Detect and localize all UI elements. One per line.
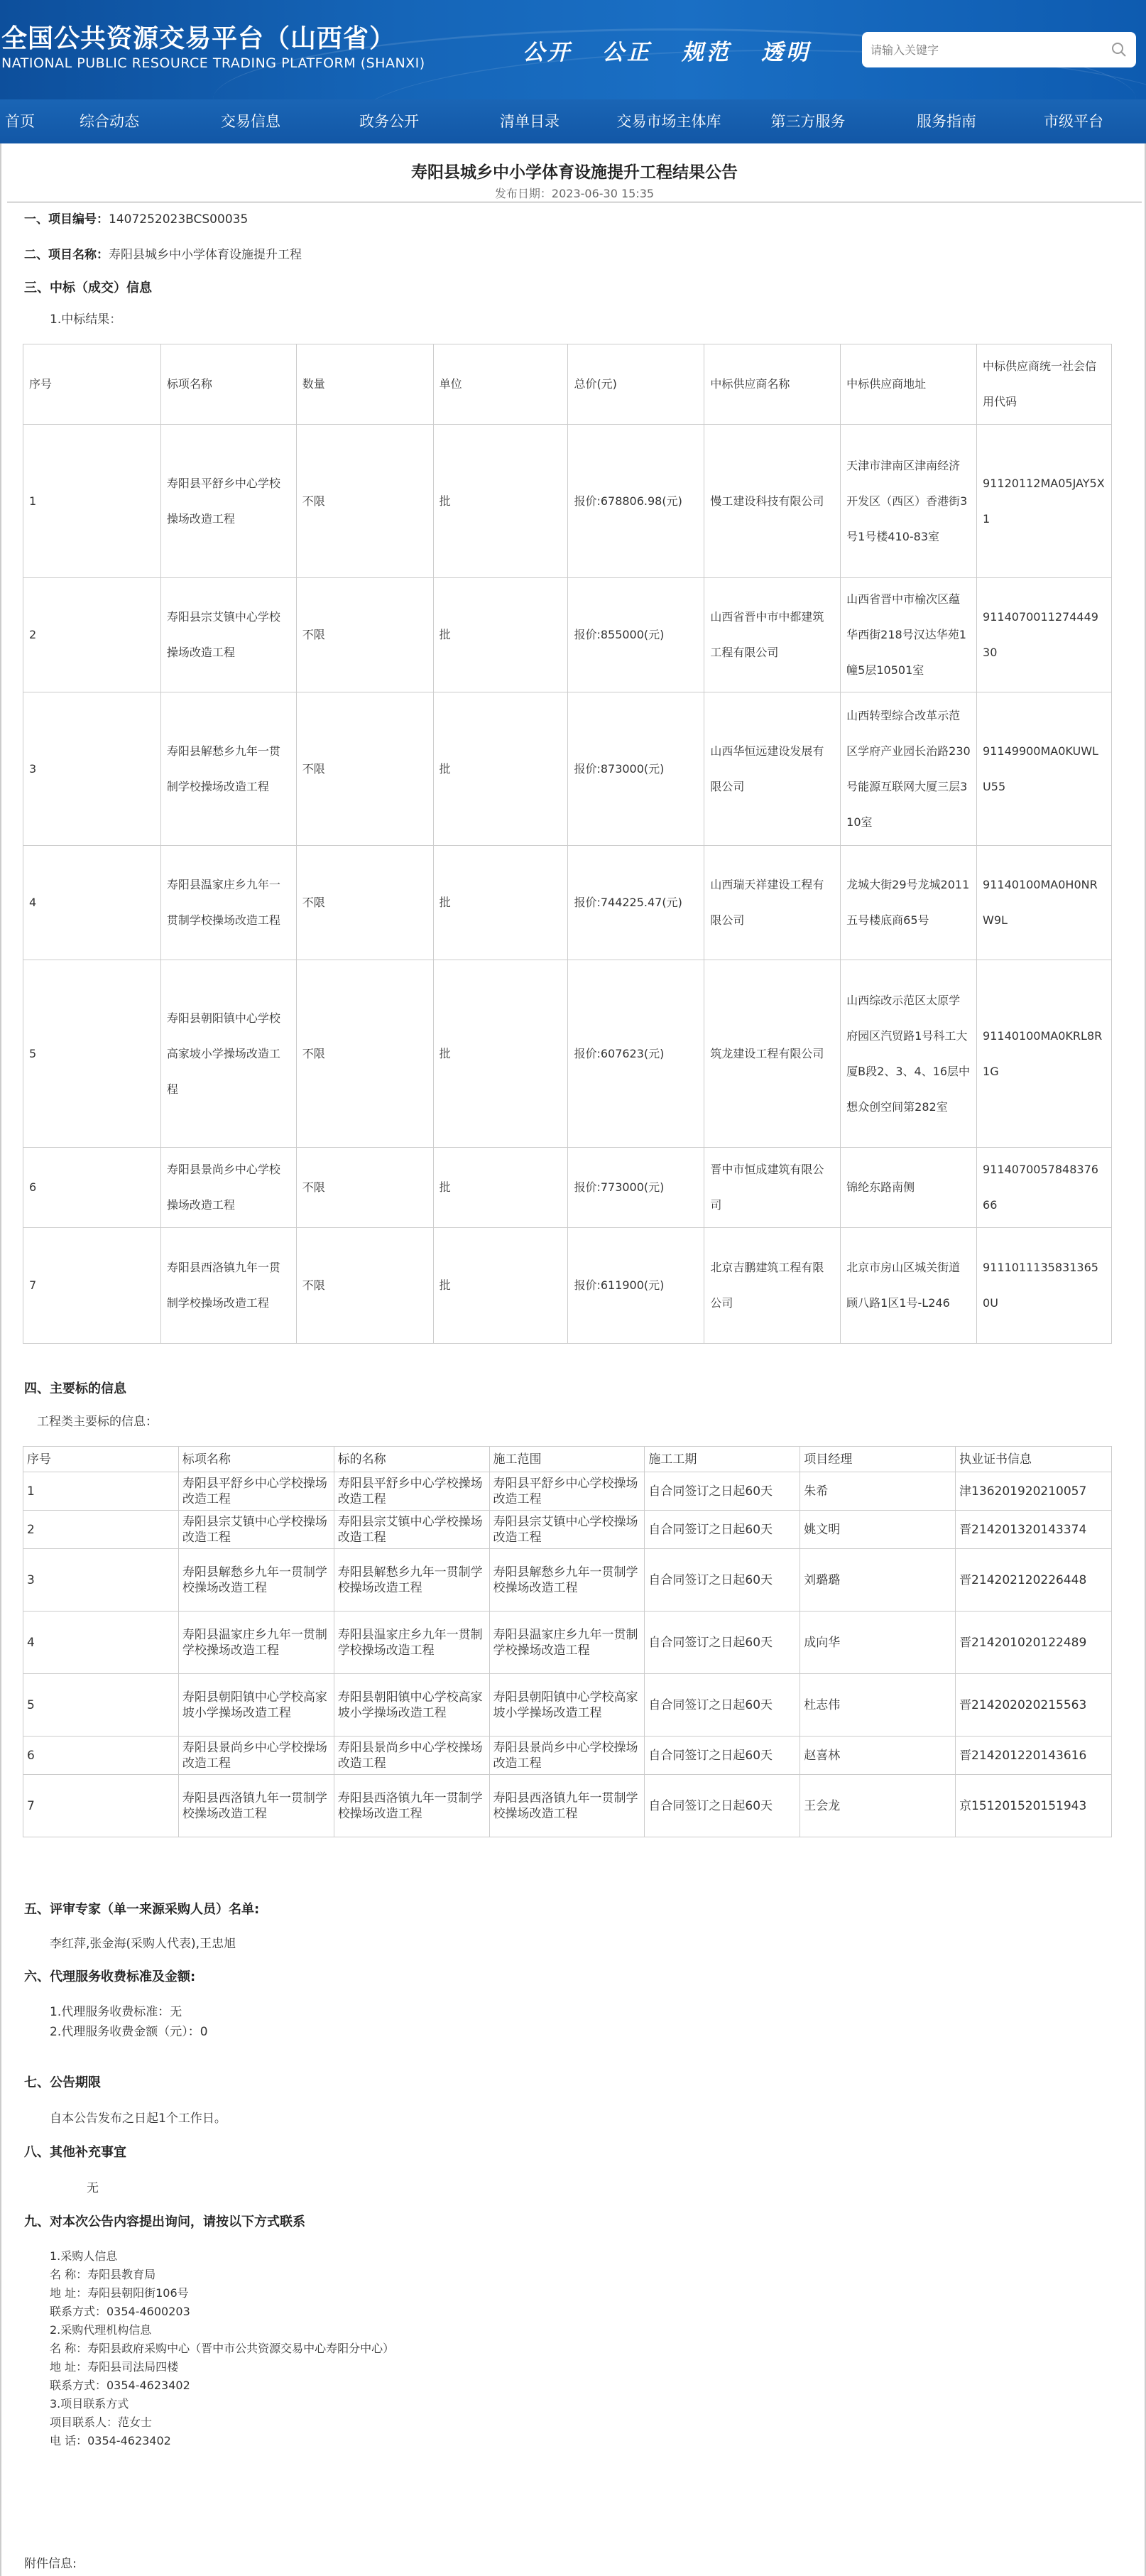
table-cell: 朱希 (800, 1472, 956, 1511)
table-cell: 911407001127444930 (977, 578, 1112, 692)
table-cell: 报价:611900(元) (568, 1228, 704, 1344)
table-cell: 批 (433, 692, 568, 846)
table-row (23, 1549, 1112, 1612)
table-cell: 晋中市恒成建筑有限公司 (704, 1148, 841, 1228)
table-cell: 报价:678806.98(元) (568, 425, 704, 578)
subheading: 1.中标结果： (50, 313, 122, 327)
table-cell: 姚文明 (800, 1511, 956, 1549)
publish-date: 发布日期：2023-06-30 15:35 (494, 187, 655, 200)
table-cell: 91140100MA0H0NRW9L (977, 846, 1112, 960)
table-cell: 报价:855000(元) (568, 578, 704, 692)
contact-line: 1.采购人信息 (50, 2249, 118, 2263)
table-cell: 寿阳县景尚乡中心学校操场改造工程 (489, 1737, 645, 1775)
table-row (23, 960, 1112, 1148)
table-cell: 2 (23, 1511, 179, 1549)
table-cell: 5 (23, 1674, 179, 1737)
table-header-cell: 标项名称 (178, 1447, 334, 1472)
section-heading: 七、公告期限 (24, 2075, 101, 2090)
table-header-cell: 数量 (296, 344, 433, 425)
table-row (23, 1737, 1112, 1775)
nav-item-government-affairs[interactable]: 政务公开 (359, 113, 419, 130)
table-cell: 不限 (296, 1148, 433, 1228)
table-cell: 寿阳县西洛镇九年一贯制学校操场改造工程 (334, 1775, 489, 1837)
table-cell: 寿阳县宗艾镇中心学校操场改造工程 (334, 1511, 489, 1549)
table-cell: 山西华恒远建设发展有限公司 (704, 692, 841, 846)
nav-item-news[interactable]: 综合动态 (80, 113, 139, 130)
table-cell: 不限 (296, 578, 433, 692)
table-row (23, 578, 1112, 692)
table-header-cell: 中标供应商地址 (841, 344, 977, 425)
table-cell: 不限 (296, 960, 433, 1148)
table-cell: 91120112MA05JAY5X1 (977, 425, 1112, 578)
table-cell: 1 (23, 425, 161, 578)
table-cell: 晋214202120226448 (956, 1549, 1112, 1612)
table-cell: 自合同签订之日起60天 (645, 1472, 800, 1511)
table-cell: 山西省晋中市榆次区蕴华西街218号汉达华苑1幢5层10501室 (841, 578, 977, 692)
table-cell: 山西转型综合改革示范区学府产业园长治路230号能源互联网大厦三层310室 (841, 692, 977, 846)
search-icon[interactable] (1110, 41, 1128, 58)
table-cell: 寿阳县朝阳镇中心学校高家坡小学操场改造工程 (489, 1674, 645, 1737)
table-header-cell: 标项名称 (160, 344, 296, 425)
notice-period: 自本公告发布之日起1个工作日。 (50, 2112, 227, 2126)
notice-content (0, 143, 1146, 2576)
table-header-row (23, 344, 1112, 425)
section-heading: 四、主要标的信息 (24, 1381, 126, 1396)
table-cell: 寿阳县温家庄乡九年一贯制学校操场改造工程 (489, 1612, 645, 1674)
table-cell: 2 (23, 578, 161, 692)
table-cell: 寿阳县平舒乡中心学校操场改造工程 (489, 1472, 645, 1511)
subheading: 工程类主要标的信息： (37, 1415, 158, 1429)
table-cell: 寿阳县平舒乡中心学校操场改造工程 (160, 425, 296, 578)
table-cell: 寿阳县解愁乡九年一贯制学校操场改造工程 (334, 1549, 489, 1612)
table-cell: 寿阳县西洛镇九年一贯制学校操场改造工程 (160, 1228, 296, 1344)
award-result-table (23, 344, 1112, 1344)
table-cell: 寿阳县朝阳镇中心学校高家坡小学操场改造工程 (334, 1674, 489, 1737)
table-cell: 寿阳县温家庄乡九年一贯制学校操场改造工程 (334, 1612, 489, 1674)
site-title[interactable]: 全国公共资源交易平台（山西省） (1, 24, 396, 53)
table-cell: 6 (23, 1148, 161, 1228)
table-cell: 3 (23, 692, 161, 846)
contact-line: 地 址：寿阳县司法局四楼 (50, 2360, 179, 2374)
project-name (24, 244, 302, 262)
table-cell: 5 (23, 960, 161, 1148)
table-cell: 寿阳县解愁乡九年一贯制学校操场改造工程 (178, 1549, 334, 1612)
other-matters: 无 (87, 2181, 99, 2195)
main-subject-table (23, 1446, 1112, 1837)
table-cell: 寿阳县解愁乡九年一贯制学校操场改造工程 (489, 1549, 645, 1612)
table-cell: 寿阳县景尚乡中心学校操场改造工程 (178, 1737, 334, 1775)
table-cell: 批 (433, 1148, 568, 1228)
table-cell: 寿阳县平舒乡中心学校操场改造工程 (334, 1472, 489, 1511)
table-cell: 慢工建设科技有限公司 (704, 425, 841, 578)
notice-title: 寿阳县城乡中小学体育设施提升工程结果公告 (411, 163, 738, 182)
site-subtitle: NATIONAL PUBLIC RESOURCE TRADING PLATFORM (SHANXI) (1, 55, 425, 71)
contact-line: 名 称：寿阳县教育局 (50, 2268, 156, 2281)
table-header-cell: 施工范围 (489, 1447, 645, 1472)
table-cell: 自合同签订之日起60天 (645, 1775, 800, 1837)
table-cell: 北京市房山区城关街道顾八路1区1号-L246 (841, 1228, 977, 1344)
section-heading: 八、其他补充事宜 (24, 2145, 126, 2160)
table-cell: 寿阳县朝阳镇中心学校高家坡小学操场改造工程 (178, 1674, 334, 1737)
attachment-label: 附件信息: (24, 2557, 77, 2571)
table-cell: 寿阳县西洛镇九年一贯制学校操场改造工程 (178, 1775, 334, 1837)
table-row (23, 1511, 1112, 1549)
table-cell: 寿阳县宗艾镇中心学校操场改造工程 (160, 578, 296, 692)
table-cell: 91140100MA0KRL8R1G (977, 960, 1112, 1148)
table-cell: 7 (23, 1228, 161, 1344)
table-header-cell: 施工工期 (645, 1447, 800, 1472)
contact-line: 3.项目联系方式 (50, 2397, 129, 2411)
table-cell: 报价:744225.47(元) (568, 846, 704, 960)
contact-line: 联系方式：0354-4600203 (50, 2305, 190, 2318)
table-cell: 批 (433, 425, 568, 578)
table-cell: 王会龙 (800, 1775, 956, 1837)
table-cell: 寿阳县景尚乡中心学校操场改造工程 (334, 1737, 489, 1775)
contact-line: 联系方式：0354-4623402 (50, 2379, 190, 2392)
project-number (24, 209, 248, 227)
search-box (862, 32, 1136, 67)
slogan-item: 公正 (602, 40, 652, 65)
table-cell: 寿阳县平舒乡中心学校操场改造工程 (178, 1472, 334, 1511)
table-cell: 批 (433, 960, 568, 1148)
table-cell: 津136201920210057 (956, 1472, 1112, 1511)
contact-info (50, 2247, 394, 2450)
table-header-row (23, 1447, 1112, 1472)
table-cell: 寿阳县宗艾镇中心学校操场改造工程 (489, 1511, 645, 1549)
table-cell: 赵喜林 (800, 1737, 956, 1775)
table-cell: 寿阳县西洛镇九年一贯制学校操场改造工程 (489, 1775, 645, 1837)
table-row (23, 1775, 1112, 1837)
table-row (23, 1228, 1112, 1344)
table-header-cell: 执业证书信息 (956, 1447, 1112, 1472)
table-cell: 杜志伟 (800, 1674, 956, 1737)
contact-line: 项目联系人：范女士 (50, 2415, 153, 2429)
table-cell: 4 (23, 1612, 179, 1674)
table-cell: 成向华 (800, 1612, 956, 1674)
table-cell: 龙城大街29号龙城2011五号楼底商65号 (841, 846, 977, 960)
table-cell: 批 (433, 846, 568, 960)
slogans (508, 34, 826, 66)
table-cell: 7 (23, 1775, 179, 1837)
nav-item-trading-info[interactable]: 交易信息 (221, 113, 280, 130)
table-cell: 911407005784837666 (977, 1148, 1112, 1228)
table-cell: 4 (23, 846, 161, 960)
project-number-label: 一、项目编号： (24, 212, 109, 227)
table-cell: 晋214202020215563 (956, 1674, 1112, 1737)
main-nav (0, 99, 1146, 143)
table-cell: 山西瑞天祥建设工程有限公司 (704, 846, 841, 960)
table-header-cell: 单位 (433, 344, 568, 425)
table-header-cell: 中标供应商名称 (704, 344, 841, 425)
table-cell: 自合同签订之日起60天 (645, 1549, 800, 1612)
nav-item-city-platform[interactable]: 市级平台 (1044, 113, 1103, 130)
table-header-cell: 序号 (23, 1447, 179, 1472)
search-input[interactable] (871, 43, 1110, 57)
nav-item-service-guide[interactable]: 服务指南 (917, 113, 976, 130)
table-header-cell: 总价(元) (568, 344, 704, 425)
table-cell: 晋214201020122489 (956, 1612, 1112, 1674)
table-header-cell: 标的名称 (334, 1447, 489, 1472)
table-header-cell: 序号 (23, 344, 161, 425)
table-cell: 天津市津南区津南经济开发区（西区）香港街3号1号楼410-83室 (841, 425, 977, 578)
table-row (23, 425, 1112, 578)
project-name-value: 寿阳县城乡中小学体育设施提升工程 (109, 248, 302, 262)
table-cell: 不限 (296, 425, 433, 578)
table-cell: 寿阳县温家庄乡九年一贯制学校操场改造工程 (160, 846, 296, 960)
contact-line: 名 称：寿阳县政府采购中心（晋中市公共资源交易中心寿阳分中心） (50, 2342, 395, 2355)
table-cell: 91149900MA0KUWLU55 (977, 692, 1112, 846)
table-row (23, 846, 1112, 960)
fee-amount: 2.代理服务收费金额（元）：0 (50, 2025, 208, 2039)
table-cell: 批 (433, 1228, 568, 1344)
table-cell: 锦纶东路南侧 (841, 1148, 977, 1228)
table-row (23, 692, 1112, 846)
contact-line: 电 话：0354-4623402 (50, 2434, 171, 2447)
table-row (23, 1148, 1112, 1228)
table-cell: 自合同签订之日起60天 (645, 1737, 800, 1775)
table-cell: 寿阳县景尚乡中心学校操场改造工程 (160, 1148, 296, 1228)
table-cell: 京151201520151943 (956, 1775, 1112, 1837)
table-cell: 自合同签订之日起60天 (645, 1612, 800, 1674)
table-cell: 寿阳县温家庄乡九年一贯制学校操场改造工程 (178, 1612, 334, 1674)
project-name-label: 二、项目名称： (24, 248, 109, 262)
table-cell: 3 (23, 1549, 179, 1612)
table-cell: 不限 (296, 1228, 433, 1344)
section-heading: 三、中标（成交）信息 (24, 281, 152, 295)
table-cell: 寿阳县解愁乡九年一贯制学校操场改造工程 (160, 692, 296, 846)
table-cell: 6 (23, 1737, 179, 1775)
nav-item-market-entities[interactable]: 交易市场主体库 (616, 113, 721, 130)
table-row (23, 1674, 1112, 1737)
table-cell: 自合同签订之日起60天 (645, 1511, 800, 1549)
slogan-item: 透明 (761, 40, 811, 65)
contact-line: 2.采购代理机构信息 (50, 2323, 152, 2337)
table-cell: 晋214201320143374 (956, 1511, 1112, 1549)
table-row (23, 1472, 1112, 1511)
table-cell: 山西省晋中市中都建筑工程有限公司 (704, 578, 841, 692)
expert-list: 李红萍,张金海(采购人代表),王忠旭 (50, 1937, 236, 1951)
table-header-cell: 项目经理 (800, 1447, 956, 1472)
table-cell: 报价:873000(元) (568, 692, 704, 846)
table-cell: 1 (23, 1472, 179, 1511)
contact-line: 地 址：寿阳县朝阳街106号 (50, 2286, 189, 2300)
table-cell: 寿阳县朝阳镇中心学校高家坡小学操场改造工程 (160, 960, 296, 1148)
table-cell: 批 (433, 578, 568, 692)
slogan-item: 规范 (682, 40, 731, 65)
table-cell: 91110111358313650U (977, 1228, 1112, 1344)
project-number-value: 1407252023BCS00035 (109, 212, 249, 227)
table-row (23, 1612, 1112, 1674)
nav-item-third-party[interactable]: 第三方服务 (770, 113, 846, 130)
table-cell: 不限 (296, 692, 433, 846)
table-cell: 筑龙建设工程有限公司 (704, 960, 841, 1148)
table-cell: 晋214201220143616 (956, 1737, 1112, 1775)
table-cell: 寿阳县宗艾镇中心学校操场改造工程 (178, 1511, 334, 1549)
site-header (0, 0, 1146, 99)
nav-item-list-directory[interactable]: 清单目录 (500, 113, 560, 130)
section-heading: 五、评审专家（单一来源采购人员）名单: (24, 1902, 260, 1917)
table-cell: 自合同签订之日起60天 (645, 1674, 800, 1737)
table-cell: 不限 (296, 846, 433, 960)
table-cell: 报价:607623(元) (568, 960, 704, 1148)
slogan-item: 公开 (523, 40, 572, 65)
section-heading: 六、代理服务收费标准及金额: (24, 1969, 196, 1984)
table-cell: 北京吉鹏建筑工程有限公司 (704, 1228, 841, 1344)
table-header-cell: 中标供应商统一社会信用代码 (977, 344, 1112, 425)
fee-standard: 1.代理服务收费标准：无 (50, 2005, 182, 2019)
table-cell: 刘璐璐 (800, 1549, 956, 1612)
table-cell: 报价:773000(元) (568, 1148, 704, 1228)
section-heading: 九、对本次公告内容提出询问，请按以下方式联系 (24, 2214, 305, 2229)
table-cell: 山西综改示范区太原学府园区汽贸路1号科工大厦B段2、3、4、16层中想众创空间第282室 (841, 960, 977, 1148)
nav-item-home[interactable]: 首页 (5, 113, 35, 130)
